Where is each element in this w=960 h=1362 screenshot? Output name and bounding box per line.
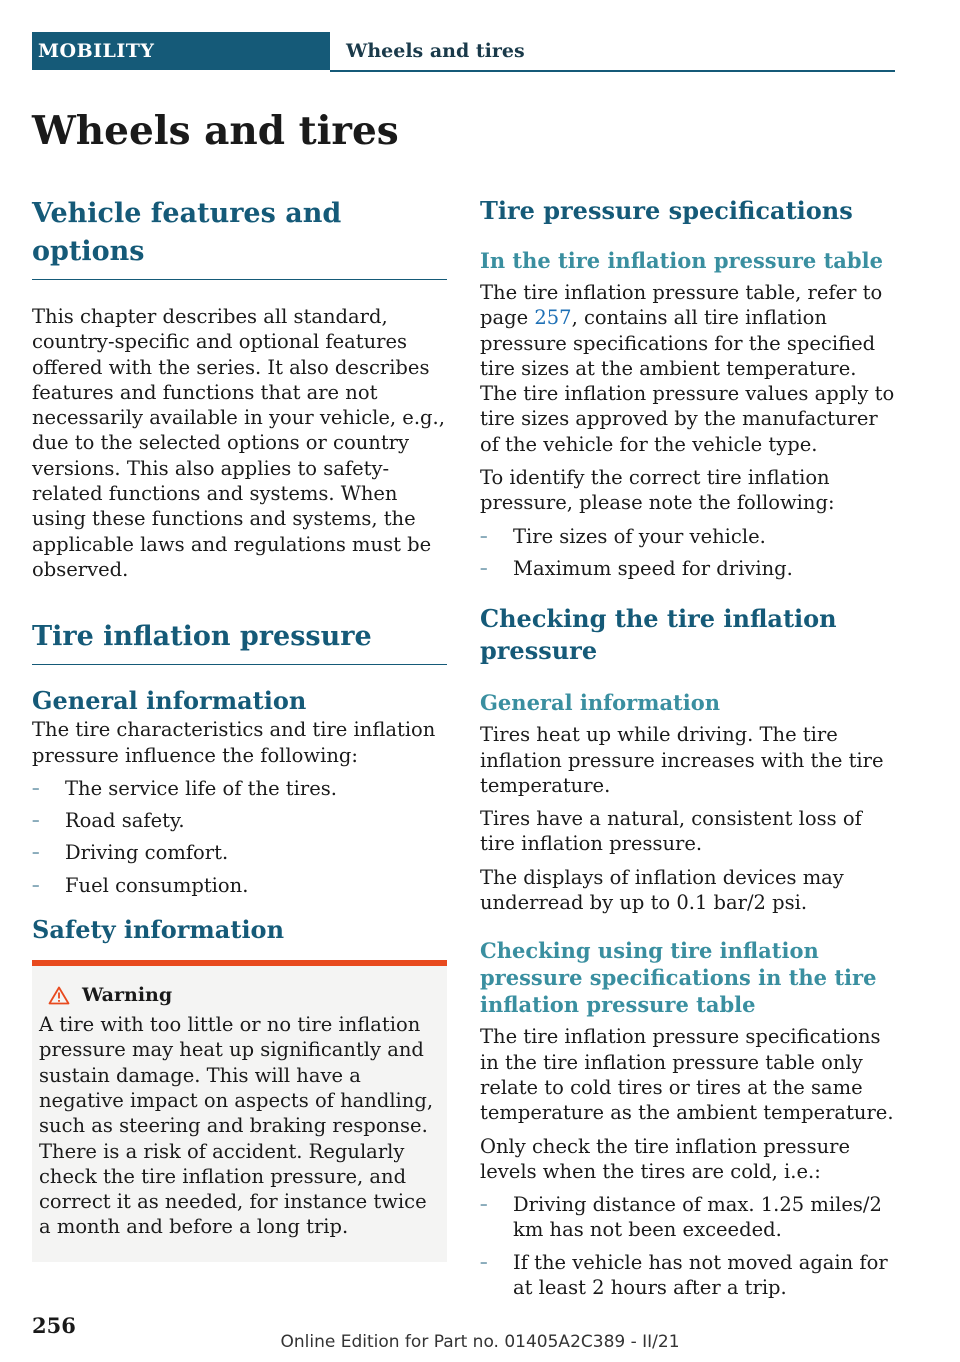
list-item: – Maximum speed for driving. (480, 556, 793, 580)
cold-tire-list (480, 1192, 898, 1300)
checking-paragraph-1: Tires heat up while driving. The tire inflation pressure increases with the tire temperature. (480, 723, 884, 797)
tire-inflation-heading: Tire inflation pressure (32, 618, 447, 665)
list-item: – Fuel consumption. (32, 873, 249, 897)
dash-icon: – (32, 843, 40, 862)
warning-triangle-icon (48, 986, 70, 1005)
warning-title: Warning (82, 984, 173, 1007)
left-column (32, 195, 447, 1262)
warning-header (39, 984, 439, 1006)
checking-pressure-heading: Checking the tire inflation pressure (480, 604, 837, 666)
footer-edition-text: Online Edition for Part no. 01405A2C389 - II/21 (280, 1332, 680, 1352)
vehicle-features-heading: Vehicle features and options (32, 195, 447, 280)
vehicle-features-text: This chapter describes all standard, country-specific and optional features offered with the series. It also describes features and functions that are not necessarily available in your vehicle, e.g., due to the selected options or country versions. This also applies to safety-related functions and systems. When using these functions and systems, the applicable laws and regulations must be observed. (32, 305, 445, 581)
specs-list (480, 524, 898, 582)
checking-paragraph-5: Only check the tire inflation pressure levels when the tires are cold, i.e.: (480, 1134, 850, 1183)
dash-icon: – (480, 1195, 488, 1214)
general-information-heading: General information (32, 686, 307, 716)
header-chapter-title: Wheels and tires (346, 40, 525, 62)
dash-icon: – (480, 526, 488, 545)
dash-icon: – (32, 778, 40, 797)
checking-paragraph-3: The displays of inflation devices may underread by up to 0.1 bar/2 psi. (480, 865, 844, 915)
inflation-table-subheading: In the tire inflation pressure table (480, 248, 883, 273)
page-link[interactable]: 257 (534, 306, 572, 330)
dash-icon: – (480, 558, 488, 577)
right-column (480, 195, 898, 1310)
specs-paragraph-1: The tire inflation pressure table, refer to page 257, contains all tire inflation pressure specifications for the specified tire sizes at the ambient temperature. The tire inflation pressure values apply to tire sizes approved by the manufacturer of the vehicle for the vehicle type. (480, 281, 895, 456)
checking-general-heading: General information (480, 690, 721, 716)
list-item: – If the vehicle has not moved again for at least 2 hours after a trip. (480, 1250, 888, 1300)
list-item: – Road safety. (32, 809, 185, 833)
list-item: – Driving distance of max. 1.25 miles/2 km has not been exceeded. (480, 1193, 882, 1242)
influence-list (32, 776, 447, 898)
list-item: – The service life of the tires. (32, 776, 337, 800)
list-item: – Driving comfort. (32, 841, 229, 865)
warning-text: A tire with too little or no tire inflation pressure may heat up significantly and sustain damage. This will have a negative impact on aspects of handling, such as steering and braking response. There is a risk of accident. Regularly check the tire inflation pressure, and correct it as needed, for instance twice a month and before a long trip. (39, 1013, 434, 1239)
page-number: 256 (32, 1313, 76, 1338)
dash-icon: – (32, 811, 40, 830)
safety-information-heading: Safety information (32, 915, 285, 945)
specs-paragraph-2: To identify the correct tire inflation pressure, please note the following: (480, 466, 835, 515)
general-information-text: The tire characteristics and tire inflation pressure influence the following: (32, 718, 436, 767)
tire-pressure-specs-heading: Tire pressure specifications (480, 196, 853, 225)
warning-box (32, 960, 447, 1262)
header-section-label: MOBILITY (32, 32, 330, 70)
page-title: Wheels and tires (32, 108, 399, 154)
list-item: – Tire sizes of your vehicle. (480, 524, 766, 548)
checking-paragraph-4: The tire inflation pressure specifications in the tire inflation pressure table only relate to cold tires or tires at the same temperature as the ambient temperature. (480, 1025, 894, 1125)
checking-paragraph-2: Tires have a natural, consistent loss of tire inflation pressure. (480, 807, 862, 856)
dash-icon: – (32, 875, 40, 894)
dash-icon: – (480, 1252, 488, 1271)
header-rule (330, 70, 895, 72)
checking-table-heading: Checking using tire inflation pressure specifications in the tire inflation pressure table (480, 938, 877, 1018)
